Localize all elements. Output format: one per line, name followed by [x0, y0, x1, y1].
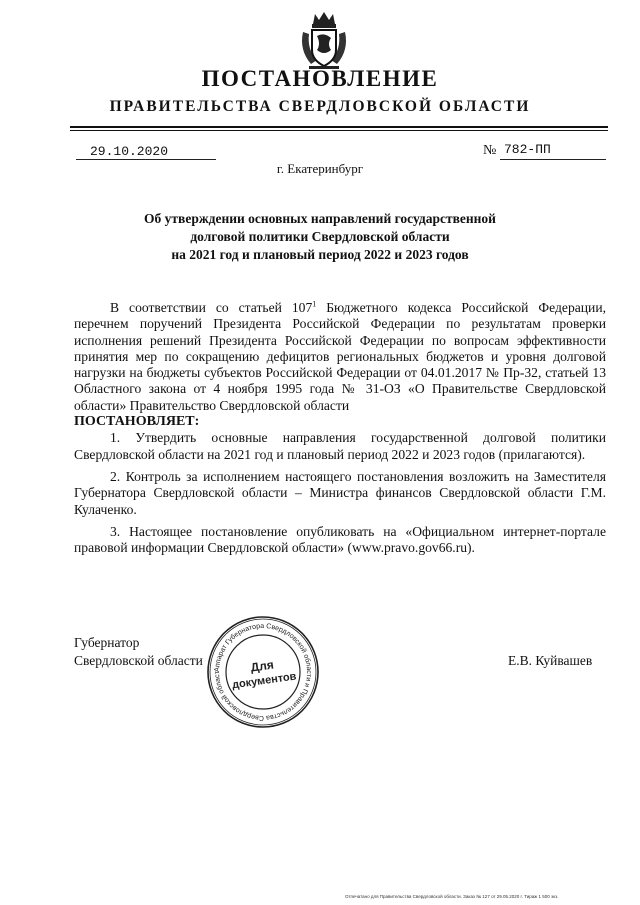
document-number: 782-ПП — [504, 142, 551, 157]
header-rule-thin — [70, 130, 608, 131]
clause-2: 2. Контроль за исполнением настоящего постановления возложить на Заместителя Губернатора Свердловской области – Министра финансов Свердловской области Г.М. Кулаченко. — [74, 468, 606, 517]
date-underline — [76, 159, 216, 160]
preamble-text-a: В соответствии со статьей 107 — [110, 300, 313, 315]
resolves-label: ПОСТАНОВЛЯЕТ: — [74, 414, 200, 430]
preamble-paragraph — [74, 300, 606, 414]
document-heading — [100, 210, 540, 264]
signatory-position-line-2: Свердловской области — [74, 653, 203, 668]
issuing-authority: ПРАВИТЕЛЬСТВА СВЕРДЛОВСКОЙ ОБЛАСТИ — [109, 98, 531, 115]
stamp-ring-text: Аппарат Губернатора Свердловской области и Правительства Свердловской област — [213, 622, 313, 722]
preamble-text-b: Бюджетного кодекса Российской Федерации, перечнем поручений Президента Российской Федерации по результатам проверки исполнения решений Президента Российской Федерации по вопросам эффективности принятия мер по сокращению дефицитов региональных бюджетов и уровня долговой нагрузки на бюджеты субъектов Российской Федерации от 04.01.2017 № Пр-32, статьей 13 Областного закона от 4 ноября 1995 года № 31-ОЗ «О Правительстве Свердловской области» Правительство Свердловской области — [74, 300, 606, 413]
signatory-name: Е.В. Куйвашев — [508, 653, 593, 668]
heading-line-2: долговой политики Свердловской области — [190, 229, 450, 244]
city: г. Екатеринбург — [276, 161, 364, 176]
header-rule-thick — [70, 126, 608, 128]
number-underline — [500, 159, 606, 160]
stamp-center-line-1: Для — [249, 657, 275, 675]
coat-of-arms-icon — [297, 10, 351, 70]
heading-line-3: на 2021 год и плановый период 2022 и 2023 годов — [171, 247, 469, 262]
signatory-position-line-1: Губернатор — [74, 635, 140, 650]
official-stamp — [205, 614, 321, 730]
document-body — [74, 300, 606, 556]
clause-3: 3. Настоящее постановление опубликовать на «Официальном интернет-портале правовой информации Свердловской области» (www.pravo.gov66.ru). — [74, 523, 606, 556]
clause-1: 1. Утвердить основные направления государственной долговой политики Свердловской области на 2021 год и плановый период 2022 и 2023 годов (прилагаются). — [74, 430, 606, 462]
document-type-title: ПОСТАНОВЛЕНИЕ — [201, 66, 439, 91]
heading-line-1: Об утверждении основных направлений государственной — [144, 211, 496, 226]
stamp-center-line-2: документов — [231, 670, 298, 692]
number-sign: № — [483, 143, 497, 158]
article-superscript: 1 — [312, 299, 317, 309]
document-date: 29.10.2020 — [90, 144, 169, 159]
print-imprint: Отпечатано для Правительства Свердловской области. Заказ № 127 от 29.05.2020 г. Тираж 1 500 экз. — [345, 894, 559, 899]
